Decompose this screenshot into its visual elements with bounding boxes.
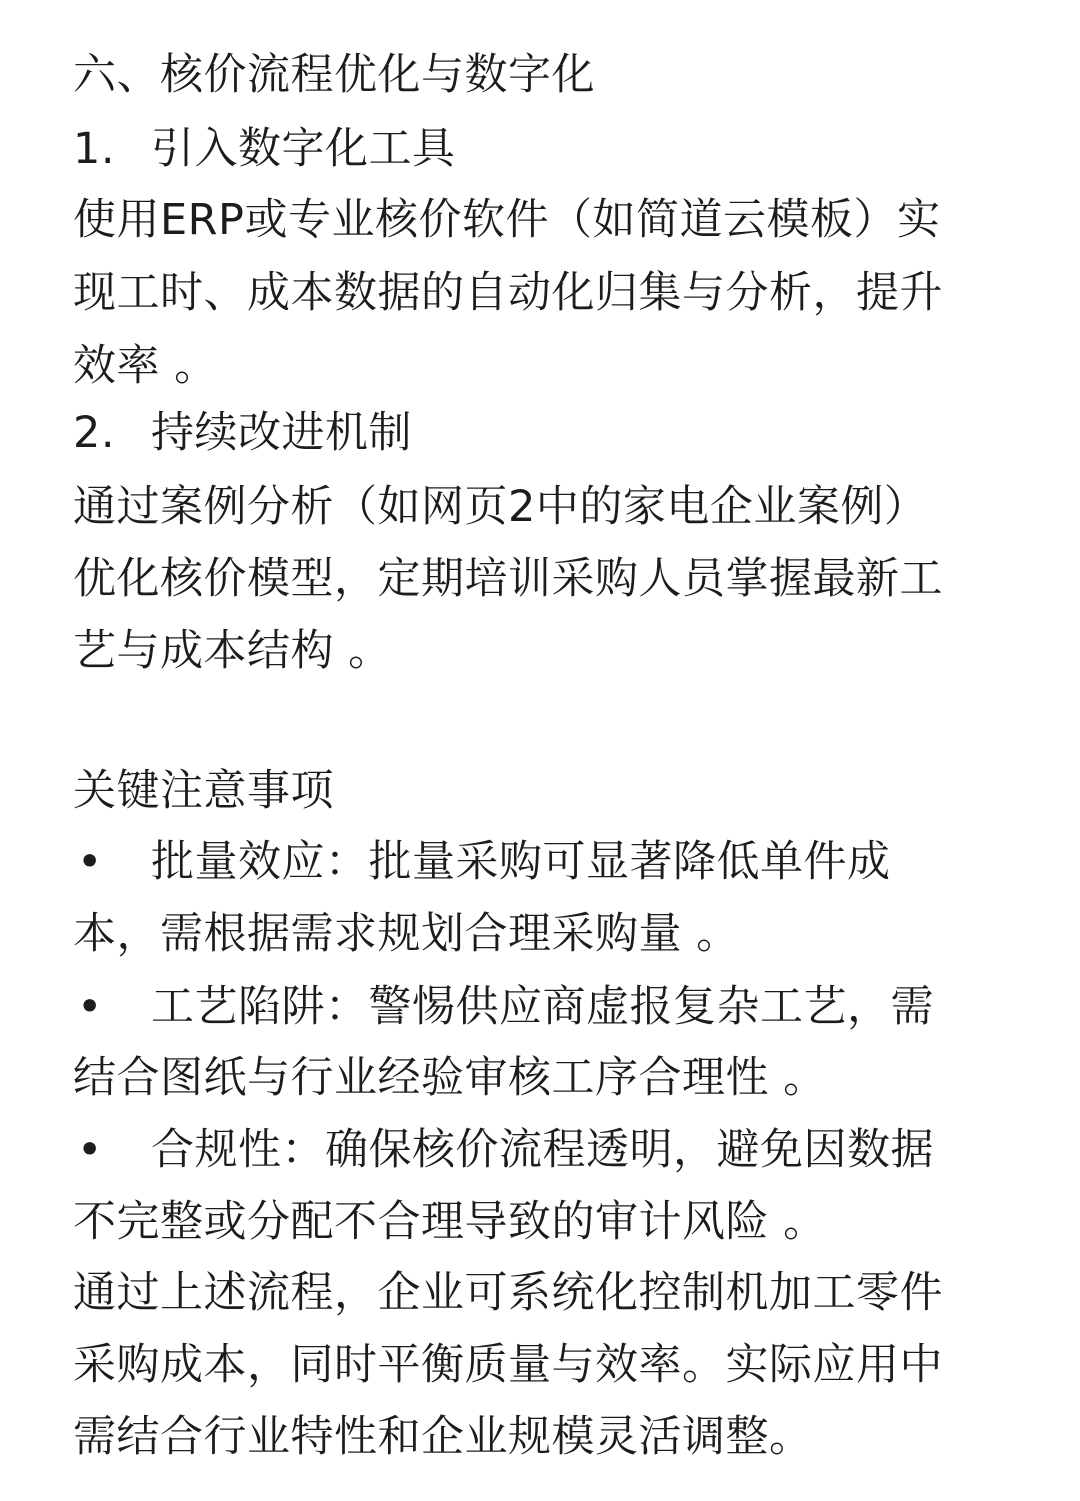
- bullet-text: 批量效应：批量采购可显著降低单件成: [151, 837, 891, 887]
- bullet-text: 合规性：确保核价流程透明，避免因数据: [151, 1125, 934, 1175]
- bullet-icon: •: [77, 837, 103, 887]
- bullet-icon: •: [77, 982, 103, 1032]
- list-number: 2.: [73, 408, 116, 458]
- paragraph-line: 使用ERP或专业核价软件（如简道云模板）实: [73, 195, 941, 245]
- paragraph-line: 通过案例分析（如网页2中的家电企业案例）: [73, 482, 928, 532]
- list-item-title: [73, 120, 1033, 178]
- bullet-item: [73, 978, 1033, 1036]
- bullet-continuation: 本，需根据需求规划合理采购量 。: [73, 909, 740, 959]
- bullet-item: [73, 833, 1033, 891]
- paragraph-line: 现工时、成本数据的自动化归集与分析，提升: [73, 268, 943, 318]
- bullet-text: 工艺陷阱：警惕供应商虚报复杂工艺，需: [151, 982, 934, 1032]
- notes-heading: 关键注意事项: [73, 766, 334, 816]
- conclusion-line: 采购成本，同时平衡质量与效率。实际应用中: [73, 1340, 943, 1390]
- bullet-item: [73, 1121, 1033, 1179]
- bullet-continuation: 不完整或分配不合理导致的审计风险 。: [73, 1197, 827, 1247]
- list-number: 1.: [73, 124, 116, 174]
- bullet-continuation: 结合图纸与行业经验审核工序合理性 。: [73, 1053, 827, 1103]
- paragraph-line: 艺与成本结构 。: [73, 626, 392, 676]
- item-title: 持续改进机制: [151, 408, 412, 458]
- paragraph-line: 效率 。: [73, 341, 218, 391]
- bullet-icon: •: [77, 1125, 103, 1175]
- conclusion-line: 需结合行业特性和企业规模灵活调整。: [73, 1412, 813, 1462]
- section-heading: 六、核价流程优化与数字化: [73, 50, 595, 100]
- conclusion-line: 通过上述流程，企业可系统化控制机加工零件: [73, 1268, 943, 1318]
- list-item-title: [73, 404, 1033, 462]
- paragraph-line: 优化核价模型，定期培训采购人员掌握最新工: [73, 554, 943, 604]
- item-title: 引入数字化工具: [151, 124, 456, 174]
